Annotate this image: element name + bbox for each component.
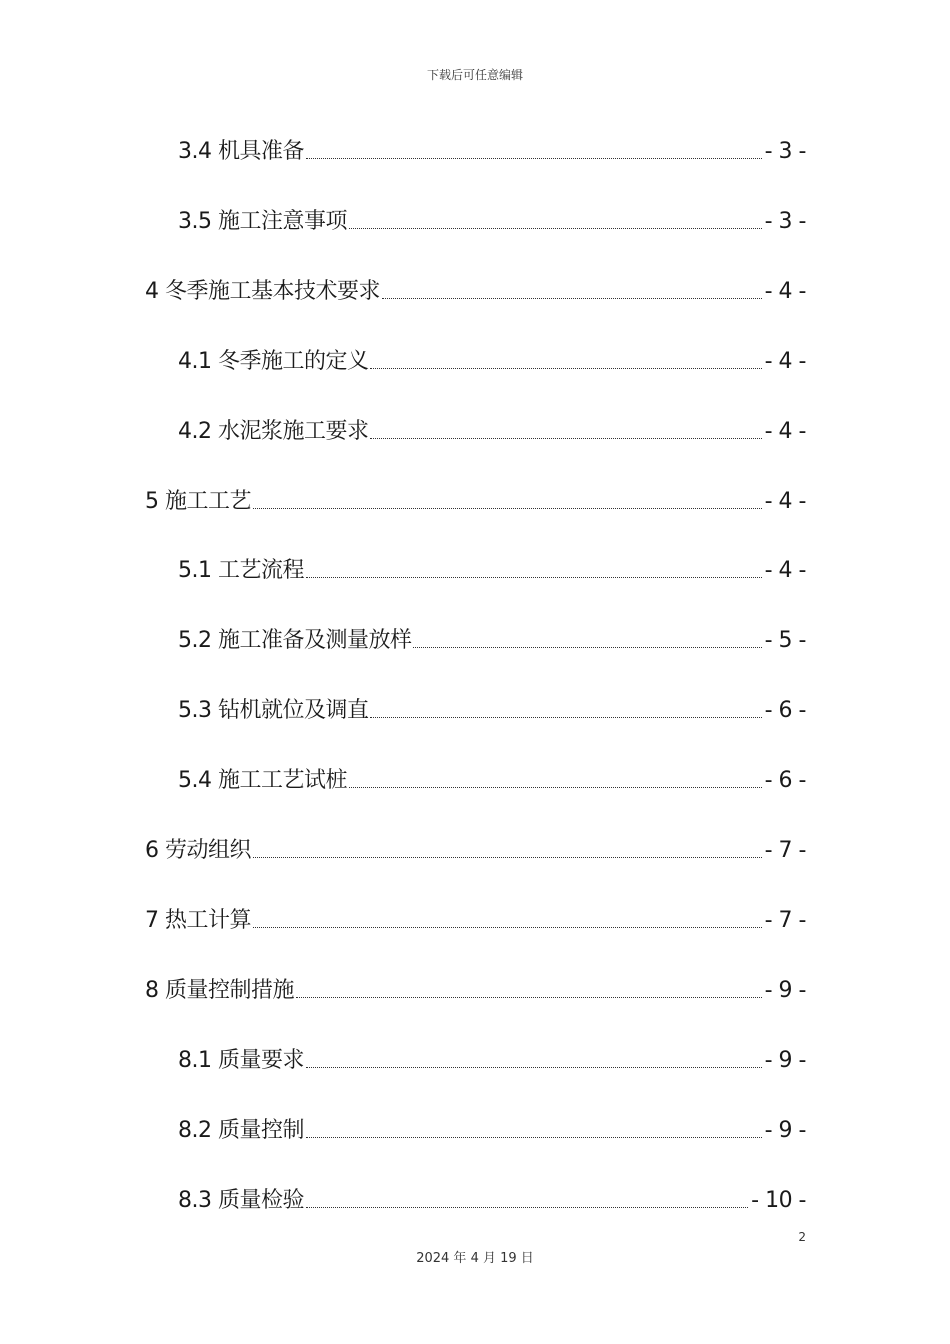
toc-entry-label: 4.2 水泥浆施工要求 xyxy=(178,418,369,444)
toc-entry-label: 3.4 机具准备 xyxy=(178,139,304,164)
toc-entry[interactable] xyxy=(145,884,806,932)
toc-entry-page: - 4 - xyxy=(764,278,806,304)
toc-entry-page: - 10 - xyxy=(751,1187,806,1213)
toc-entry-label: 7 热工计算 xyxy=(145,907,251,933)
toc-entry[interactable] xyxy=(178,534,806,582)
toc-leader-dots xyxy=(306,1136,762,1138)
page-number: 2 xyxy=(798,1230,806,1244)
toc-entry[interactable] xyxy=(178,1094,806,1142)
toc-entry[interactable] xyxy=(178,1024,806,1072)
toc-entry-label: 5 施工工艺 xyxy=(145,488,251,514)
toc-entry[interactable] xyxy=(145,954,806,1002)
toc-leader-dots xyxy=(306,576,762,578)
toc-entry[interactable] xyxy=(178,395,806,443)
toc-leader-dots xyxy=(370,716,761,718)
toc-entry-page: - 7 - xyxy=(764,907,806,933)
toc-entry-label: 6 劳动组织 xyxy=(145,838,251,863)
toc-leader-dots xyxy=(413,646,761,648)
toc-entry-label: 4.1 冬季施工的定义 xyxy=(178,348,369,374)
toc-entry-page: - 5 - xyxy=(764,628,806,654)
toc-entry-label: 3.5 施工注意事项 xyxy=(178,208,347,234)
toc-entry-page: - 9 - xyxy=(764,1047,806,1073)
toc-leader-dots xyxy=(253,856,762,858)
toc-entry[interactable] xyxy=(145,255,806,303)
toc-leader-dots xyxy=(253,507,762,509)
toc-entry-page: - 4 - xyxy=(764,418,806,444)
toc-entry-label: 5.1 工艺流程 xyxy=(178,558,304,584)
toc-leader-dots xyxy=(370,437,761,439)
toc-entry-page: - 4 - xyxy=(764,558,806,584)
toc-leader-dots xyxy=(349,227,762,229)
toc-leader-dots xyxy=(306,157,762,159)
toc-entry-label: 5.4 施工工艺试桩 xyxy=(178,768,347,794)
toc-entry[interactable] xyxy=(178,604,806,652)
toc-entry-page: - 3 - xyxy=(764,208,806,234)
toc-entry[interactable] xyxy=(178,115,806,163)
toc-entry-page: - 4 - xyxy=(764,488,806,514)
toc-entry-label: 8.3 质量检验 xyxy=(178,1187,304,1213)
toc-leader-dots xyxy=(349,786,762,788)
toc-leader-dots xyxy=(253,926,762,928)
toc-leader-dots xyxy=(370,367,761,369)
toc-entry-label: 8 质量控制措施 xyxy=(145,977,294,1003)
toc-entry-page: - 7 - xyxy=(764,838,806,863)
toc-entry[interactable] xyxy=(145,814,806,862)
toc-leader-dots xyxy=(306,1066,762,1068)
toc-entry[interactable] xyxy=(178,1164,806,1212)
toc-leader-dots xyxy=(382,297,762,299)
toc-entry[interactable] xyxy=(178,185,806,233)
toc-entry-label: 8.2 质量控制 xyxy=(178,1117,304,1143)
toc-entry[interactable] xyxy=(178,325,806,373)
toc-entry-label: 5.2 施工准备及测量放样 xyxy=(178,628,412,654)
toc-entry-page: - 9 - xyxy=(764,977,806,1003)
toc-entry-label: 8.1 质量要求 xyxy=(178,1047,304,1073)
toc-entry-page: - 3 - xyxy=(764,139,806,164)
toc-entry-page: - 6 - xyxy=(764,768,806,794)
toc-leader-dots xyxy=(296,996,762,998)
page-header: 下载后可任意编辑 xyxy=(426,68,523,82)
toc-entry-page: - 6 - xyxy=(764,698,806,724)
toc-leader-dots xyxy=(306,1206,748,1208)
toc-entry[interactable] xyxy=(145,465,806,513)
toc-entry-page: - 9 - xyxy=(764,1117,806,1143)
toc-entry-label: 4 冬季施工基本技术要求 xyxy=(145,278,380,304)
toc-entry[interactable] xyxy=(178,674,806,722)
toc-entry[interactable] xyxy=(178,744,806,792)
toc-entry-label: 5.3 钻机就位及调直 xyxy=(178,698,369,724)
toc-entry-page: - 4 - xyxy=(764,348,806,374)
footer-date: 2024 年 4 月 19 日 xyxy=(416,1251,534,1266)
